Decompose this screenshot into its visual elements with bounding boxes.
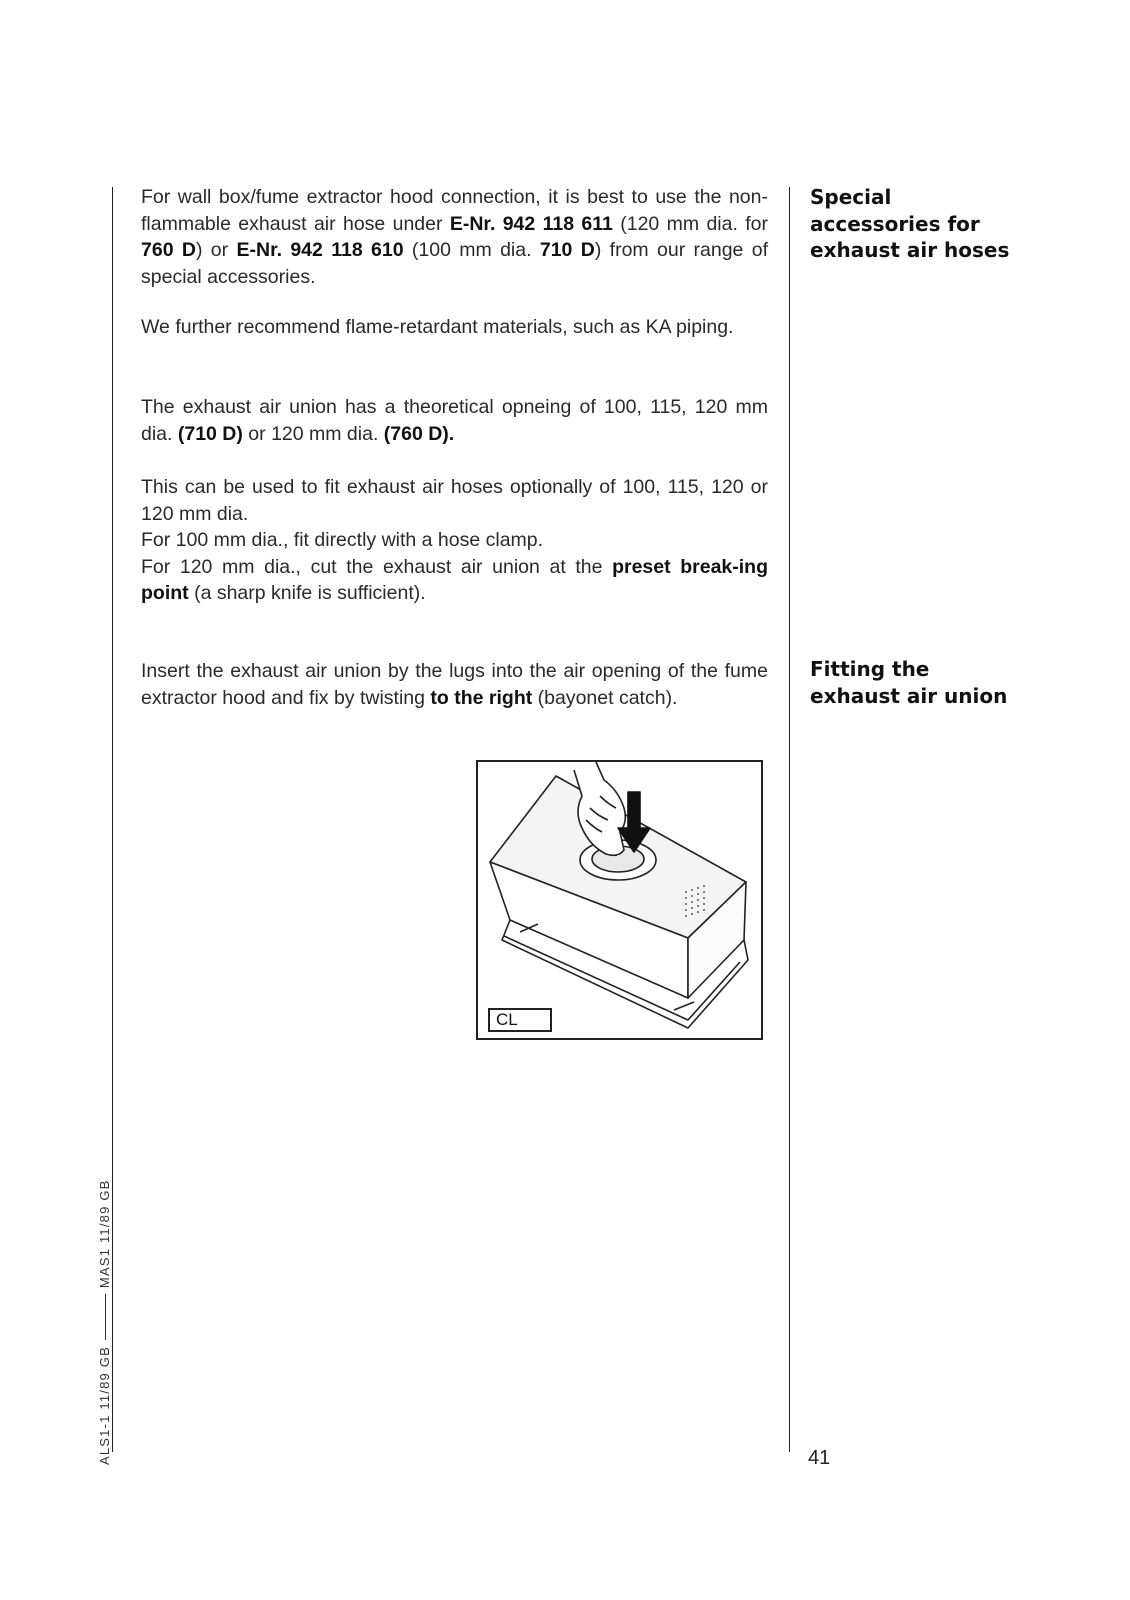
paragraph-insert-union: Insert the exhaust air union by the lugs into the air opening of the fume extractor hood and fix by twisting to the right (bayonet catch). <box>141 660 768 709</box>
figure-label: CL <box>488 1008 552 1032</box>
hose-clamp-line: For 100 mm dia., fit directly with a hose clamp. <box>141 529 544 551</box>
document-code: ALS1-1 11/89 GBMAS1 11/89 GB <box>97 1179 112 1465</box>
breaking-point-line: For 120 mm dia., cut the exhaust air union at the preset break-ing point (a sharp knife is sufficient). <box>141 555 768 604</box>
sidebar-heading-special-accessories: Special accessories for exhaust air hoses <box>810 185 1010 262</box>
paragraph-flame-retardant: We further recommend flame-retardant materials, such as KA piping. <box>141 316 734 338</box>
code-separator <box>105 1294 106 1340</box>
paragraph-union-opening: The exhaust air union has a theoretical opneing of 100, 115, 120 mm dia. (710 D) or 120 mm dia. (760 D). <box>141 396 768 445</box>
page-number: 41 <box>808 1447 831 1469</box>
paragraph-hose-sizes <box>141 474 768 607</box>
right-column-rule <box>789 187 790 1452</box>
hood-illustration <box>476 760 763 1040</box>
extractor-hood-drawing <box>478 762 763 1040</box>
sidebar-heading-fitting-union: Fitting the exhaust air union <box>810 657 1008 708</box>
paragraph-hose-accessories: For wall box/fume extractor hood connection, it is best to use the non-flammable exhaust air hose under E-Nr. 942 118 611 (120 mm dia. for 760 D) or E-Nr. 942 118 610 (100 mm dia. 710 D) from our range of special accessories. <box>141 186 768 288</box>
left-margin-rule <box>112 187 113 1452</box>
hose-sizes-line: This can be used to fit exhaust air hoses optionally of 100, 115, 120 or 120 mm dia. <box>141 476 768 525</box>
